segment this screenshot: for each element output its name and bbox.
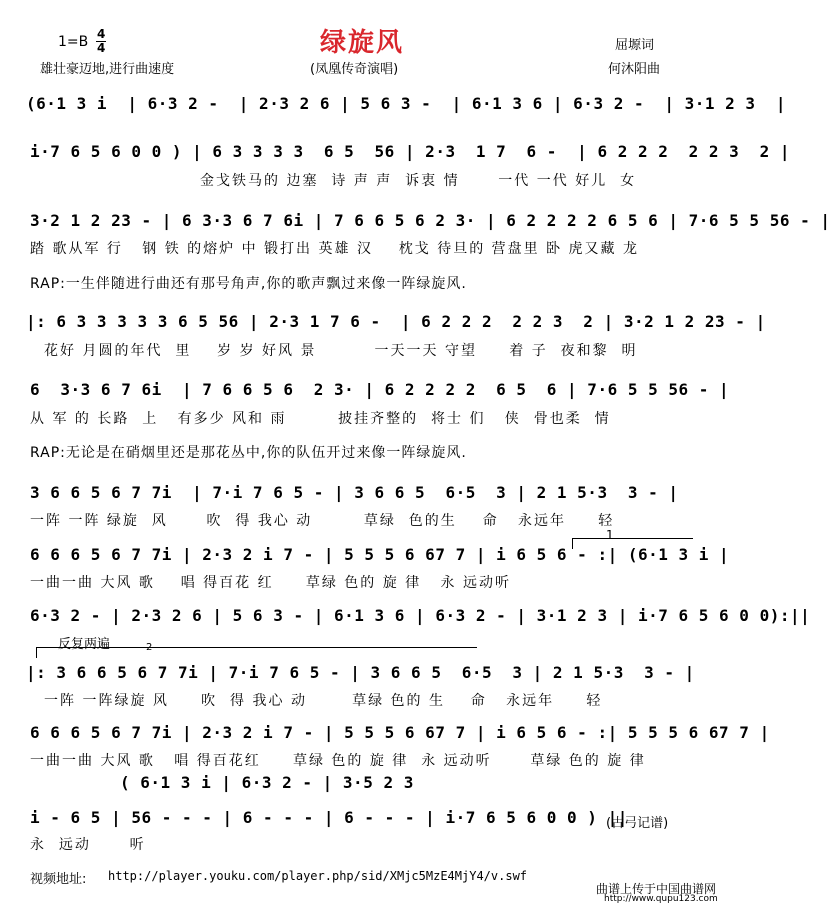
score-line-4: |: 6 3 3 3 3 3 6 5 56 | 2·3 1 7 6 - | 6 2 2 2 2 2 3 2 | 3·2 1 2 23 - | <box>26 312 766 331</box>
score-line-12: i - 6 5 | 56 - - - | 6 - - - | 6 - - - | i·7 6 5 6 0 0 ) || <box>30 808 628 827</box>
score-line-6: 3 6 6 5 6 7 7i | 7·i 7 6 5 - | 3 6 6 5 6·5 3 | 2 1 5·3 3 - | <box>30 483 679 502</box>
volta-1-label: 1 <box>606 528 614 542</box>
video-url-link[interactable]: http://player.youku.com/player.php/sid/XMjc5MzE4MjY4/v.swf <box>108 869 528 883</box>
time-signature-bottom: 4 <box>97 41 106 55</box>
score-line-2: i·7 6 5 6 0 0 ) | 6 3 3 3 3 6 5 56 | 2·3 1 7 6 - | 6 2 2 2 2 2 3 2 | <box>30 142 790 161</box>
lyrics-line-10: 一曲一曲 大风 歌 唱 得百花红 草绿 色的 旋 律 永 远动听 草绿 色的 旋 律 <box>30 753 646 769</box>
key-signature: 1=B <box>58 34 89 50</box>
rap-1: RAP:一生伴随进行曲还有那号角声,你的歌声飘过来像一阵绿旋风. <box>30 276 467 292</box>
watermark-line-1: 曲谱上传于中国曲谱网 <box>596 882 717 896</box>
volta-2-label: 2 <box>146 642 153 653</box>
lyrics-line-3: 踏 歌从军 行 钢 铁 的熔炉 中 锻打出 英雄 汉 枕戈 待旦的 营盘里 卧 虎又藏 龙 <box>30 241 640 257</box>
score-line-7: 6 6 6 5 6 7 7i | 2·3 2 i 7 - | 5 5 5 6 67 7 | i 6 5 6 - :| (6·1 3 i | <box>30 545 730 564</box>
rap-2: RAP:无论是在硝烟里还是那花丛中,你的队伍开过来像一阵绿旋风. <box>30 445 467 461</box>
lyrics-line-2: 金戈铁马的 边塞 诗 声 声 诉衷 情 一代 一代 好儿 女 <box>200 173 637 189</box>
score-line-3: 3·2 1 2 23 - | 6 3·3 6 7 6i | 7 6 6 5 6 2 3· | 6 2 2 2 2 6 5 6 | 7·6 5 5 56 - | <box>30 211 831 230</box>
performer: (凤凰传奇演唱) <box>310 62 399 77</box>
video-label: 视频地址: <box>30 872 87 887</box>
recorder-credit: (古弓记谱) <box>606 816 669 831</box>
watermark-line-2: http://www.qupu123.com <box>604 894 718 904</box>
song-title: 绿旋风 <box>320 28 405 58</box>
lyrics-line-12: 永 远动 听 <box>30 837 146 853</box>
repeat-label: 反复两遍 <box>58 637 111 652</box>
score-line-5: 6 3·3 6 7 6i | 7 6 6 5 6 2 3· | 6 2 2 2 2 6 5 6 | 7·6 5 5 56 - | <box>30 380 730 399</box>
score-line-10: 6 6 6 5 6 7 7i | 2·3 2 i 7 - | 5 5 5 6 67 7 | i 6 5 6 - :| 5 5 5 6 67 7 | <box>30 723 770 742</box>
score-line-1: (6·1 3 i | 6·3 2 - | 2·3 2 6 | 5 6 3 - | 6·1 3 6 | 6·3 2 - | 3·1 2 3 | <box>26 94 786 113</box>
lyrics-line-4: 花好 月圆的年代 里 岁 岁 好风 景 一天一天 守望 着 子 夜和黎 明 <box>44 343 638 359</box>
score-line-11: ( 6·1 3 i | 6·3 2 - | 3·5 2 3 <box>120 773 414 792</box>
lyrics-line-7: 一曲一曲 大风 歌 唱 得百花 红 草绿 色的 旋 律 永 远动听 <box>30 575 512 591</box>
score-line-9: |: 3 6 6 5 6 7 7i | 7·i 7 6 5 - | 3 6 6 5 6·5 3 | 2 1 5·3 3 - | <box>26 663 695 682</box>
score-line-8: 6·3 2 - | 2·3 2 6 | 5 6 3 - | 6·1 3 6 | 6·3 2 - | 3·1 2 3 | i·7 6 5 6 0 0):|| <box>30 606 811 625</box>
lyrics-line-5: 从 军 的 长路 上 有多少 风和 雨 披挂齐整的 将士 们 侠 骨也柔 情 <box>30 411 611 427</box>
lyrics-line-9: 一阵 一阵绿旋 风 吹 得 我心 动 草绿 色的 生 命 永远年 轻 <box>44 693 603 709</box>
composer: 何沐阳曲 <box>608 62 661 77</box>
time-signature-top: 4 <box>97 27 106 41</box>
lyrics-line-6: 一阵 一阵 绿旋 风 吹 得 我心 动 草绿 色的生 命 永远年 轻 <box>30 513 615 529</box>
lyricist: 屈塬词 <box>615 38 655 53</box>
tempo-marking: 雄壮豪迈地,进行曲速度 <box>40 62 175 77</box>
